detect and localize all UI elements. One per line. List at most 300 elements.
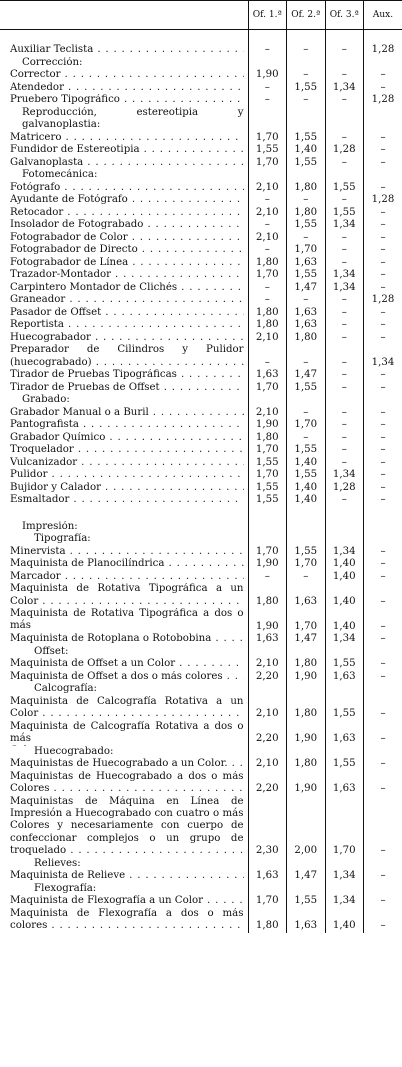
table-row [0, 132, 402, 145]
of2-value: 1,80 [287, 758, 326, 771]
of2-value: 1,70 [287, 608, 326, 633]
of2-value: 1,80 [287, 696, 326, 721]
of3-value: – [325, 344, 364, 369]
of3-value: 1,40 [325, 908, 364, 933]
section-row [0, 521, 402, 534]
table-body [0, 30, 402, 933]
empty-cell [364, 533, 402, 546]
table-row [0, 269, 402, 282]
empty-cell [287, 169, 326, 182]
of2-value: 1,40 [287, 482, 326, 495]
of3-value: – [325, 369, 364, 382]
category-label [10, 432, 244, 444]
of2-value: 1,47 [287, 870, 326, 883]
aux-value: – [364, 721, 402, 746]
category-label [10, 908, 244, 933]
of3-value: – [325, 419, 364, 432]
category-text: Pantografista . . . [10, 419, 244, 430]
of2-value: 1,63 [287, 257, 326, 270]
of3-value: – [325, 232, 364, 245]
category-cell [0, 294, 248, 307]
category-cell [0, 482, 248, 495]
of3-value: – [325, 382, 364, 395]
aux-value: – [364, 319, 402, 332]
table-row [0, 658, 402, 671]
category-text: Fotograbador de Color . . . [10, 232, 244, 243]
of1-value: 1,70 [248, 546, 287, 559]
of2-value: – [287, 344, 326, 369]
table-row [0, 94, 402, 107]
of3-value: 1,40 [325, 608, 364, 633]
table-row [0, 257, 402, 270]
of2-value: 1,55 [287, 444, 326, 457]
aux-value: – [364, 132, 402, 145]
aux-value: – [364, 307, 402, 320]
section-heading: Relieves: [34, 857, 81, 869]
of3-value: – [325, 244, 364, 257]
empty-cell [287, 394, 326, 407]
category-text: Tirador de Pruebas Tipográficas . . . [10, 369, 244, 380]
of2-value: – [287, 407, 326, 420]
of1-value: 1,70 [248, 132, 287, 145]
category-text: Ayudante de Fotógrafo . . . [10, 194, 244, 205]
spacer-cell [248, 30, 287, 45]
section-heading: Offset: [34, 645, 69, 657]
category-cell [0, 721, 248, 746]
of3-value: 1,55 [325, 696, 364, 721]
of2-value: 1,70 [287, 244, 326, 257]
of1-value: – [248, 94, 287, 107]
category-text: Matricero . . . [10, 132, 244, 143]
of1-value: – [248, 244, 287, 257]
category-label [10, 633, 244, 645]
of2-value: 1,47 [287, 282, 326, 295]
category-cell [0, 157, 248, 170]
category-text: Pasador de Offset . . . [10, 307, 244, 318]
of2-value: 1,55 [287, 382, 326, 395]
category-text: Carpintero Montador de Clichés . . . [10, 282, 244, 293]
category-label [10, 583, 244, 608]
table-row [0, 282, 402, 295]
category-cell [0, 771, 248, 796]
of1-value: 1,80 [248, 908, 287, 933]
category-cell [0, 257, 248, 270]
table-row [0, 494, 402, 507]
category-label [10, 157, 244, 169]
of2-value: 1,40 [287, 457, 326, 470]
table-row [0, 69, 402, 82]
aux-value: – [364, 232, 402, 245]
aux-value: 1,28 [364, 294, 402, 307]
of1-value: 2,20 [248, 771, 287, 796]
aux-value: – [364, 207, 402, 220]
of2-value: 1,63 [287, 583, 326, 608]
of3-value: 1,40 [325, 583, 364, 608]
category-cell [0, 419, 248, 432]
section-heading: Tipografía: [34, 533, 91, 545]
category-label [10, 307, 244, 319]
category-cell [0, 207, 248, 220]
category-cell [0, 319, 248, 332]
table-row [0, 44, 402, 57]
aux-value: – [364, 558, 402, 571]
category-cell [0, 558, 248, 571]
empty-cell [325, 521, 364, 534]
category-label [10, 257, 244, 269]
category-cell [0, 332, 248, 345]
of1-value: 1,70 [248, 895, 287, 908]
category-cell [0, 633, 248, 646]
of1-value: – [248, 294, 287, 307]
empty-cell [287, 57, 326, 70]
category-text: Grabador Químico . . . [10, 432, 244, 443]
aux-value: – [364, 269, 402, 282]
category-text: Atendedor . . . [10, 82, 244, 93]
category-cell [0, 658, 248, 671]
section-heading: Fotomecánica: [22, 169, 98, 181]
of1-value: 1,55 [248, 494, 287, 507]
of2-value: 1,55 [287, 546, 326, 559]
table-row [0, 182, 402, 195]
aux-value: – [364, 696, 402, 721]
header-of1: Of. 1.ª [248, 1, 287, 30]
of3-value: 1,34 [325, 282, 364, 295]
of3-value: – [325, 407, 364, 420]
table-row [0, 469, 402, 482]
table-row [0, 771, 402, 796]
section-label-cell [0, 858, 248, 871]
empty-cell [287, 683, 326, 696]
empty-cell [248, 683, 287, 696]
category-text: Maquinista de Rotativa Tipográfica a un Color . . . [10, 583, 244, 606]
of1-value: 2,10 [248, 658, 287, 671]
category-label [10, 332, 244, 344]
table-row [0, 721, 402, 746]
section-row [0, 646, 402, 659]
table-row [0, 671, 402, 684]
of2-value: – [287, 94, 326, 107]
category-label [10, 469, 244, 481]
of3-value: – [325, 494, 364, 507]
section-row [0, 169, 402, 182]
section-label-cell [0, 107, 248, 132]
aux-value: – [364, 282, 402, 295]
category-text: Maquinista de Calcografía Rotativa a un Color . . . [10, 696, 244, 719]
category-label [10, 219, 244, 231]
category-cell [0, 758, 248, 771]
category-label [10, 482, 244, 494]
of3-value: 1,63 [325, 771, 364, 796]
of2-value: 1,70 [287, 419, 326, 432]
table-row [0, 407, 402, 420]
empty-cell [287, 107, 326, 132]
of3-value: 1,34 [325, 82, 364, 95]
empty-cell [364, 394, 402, 407]
of1-value: 1,90 [248, 608, 287, 633]
of3-value: 1,28 [325, 144, 364, 157]
category-text: Maquinista de Calcografía Rotativa a dos o más . . . [10, 721, 244, 746]
of3-value: – [325, 132, 364, 145]
aux-value: – [364, 895, 402, 908]
category-text: Marcador . . . [10, 571, 244, 582]
of3-value: 1,63 [325, 721, 364, 746]
of3-value: – [325, 319, 364, 332]
category-cell [0, 344, 248, 369]
spacer-cell [287, 30, 326, 45]
category-label [10, 546, 244, 558]
table-row [0, 157, 402, 170]
header-of3: Of. 3.ª [325, 1, 364, 30]
category-text: Trazador-Montador . . . [10, 269, 244, 280]
of1-value: 1,70 [248, 444, 287, 457]
category-label [10, 369, 244, 381]
category-cell [0, 870, 248, 883]
table-row [0, 696, 402, 721]
of3-value: 1,55 [325, 758, 364, 771]
table-row [0, 571, 402, 584]
category-text: Fotógrafo . . . [10, 182, 244, 193]
of1-value: 1,70 [248, 382, 287, 395]
category-text: Maquinista de Offset a un Color . . . [10, 658, 244, 669]
of3-value: – [325, 294, 364, 307]
empty-cell [248, 646, 287, 659]
aux-value: – [364, 658, 402, 671]
of2-value: 1,40 [287, 144, 326, 157]
category-label [10, 44, 244, 56]
of1-value: 1,63 [248, 870, 287, 883]
category-cell [0, 432, 248, 445]
category-label [10, 407, 244, 419]
category-cell [0, 469, 248, 482]
table-row [0, 457, 402, 470]
of2-value: 1,63 [287, 319, 326, 332]
category-text: Fundidor de Estereotipia . . . [10, 144, 244, 155]
of2-value: 1,63 [287, 908, 326, 933]
of2-value: 2,00 [287, 796, 326, 858]
category-cell [0, 307, 248, 320]
spacer-cell [0, 507, 248, 521]
category-label [10, 194, 244, 206]
table-row [0, 583, 402, 608]
category-cell [0, 895, 248, 908]
spacer-row [0, 30, 402, 45]
of2-value: 1,55 [287, 469, 326, 482]
of2-value: – [287, 232, 326, 245]
of1-value: 2,10 [248, 758, 287, 771]
empty-cell [325, 646, 364, 659]
table-row [0, 232, 402, 245]
spacer-row [0, 507, 402, 521]
of1-value: 2,30 [248, 796, 287, 858]
aux-value: – [364, 244, 402, 257]
section-heading: Reproducción, estereotipia y galvanoplastia: [22, 106, 244, 131]
empty-cell [364, 521, 402, 534]
aux-value: – [364, 82, 402, 95]
header-label-cell [0, 1, 248, 30]
category-text: Grabador Manual o a Buril . . . [10, 407, 244, 418]
section-label-cell [0, 394, 248, 407]
of1-value: – [248, 44, 287, 57]
aux-value: – [364, 444, 402, 457]
of2-value: 1,63 [287, 307, 326, 320]
category-cell [0, 407, 248, 420]
section-label-cell [0, 533, 248, 546]
aux-value: 1,28 [364, 44, 402, 57]
table-row [0, 369, 402, 382]
category-cell [0, 796, 248, 858]
aux-value: 1,34 [364, 344, 402, 369]
of1-value: – [248, 344, 287, 369]
empty-cell [325, 746, 364, 759]
header-row [0, 1, 402, 30]
table-row [0, 870, 402, 883]
empty-cell [364, 683, 402, 696]
empty-cell [364, 883, 402, 896]
category-cell [0, 269, 248, 282]
category-text: Retocador . . . [10, 207, 244, 218]
table-row [0, 908, 402, 933]
category-text: Minervista . . . [10, 546, 244, 557]
of1-value: 1,55 [248, 144, 287, 157]
category-cell [0, 608, 248, 633]
table-row [0, 444, 402, 457]
table-row [0, 219, 402, 232]
section-label-cell [0, 57, 248, 70]
category-label [10, 758, 244, 770]
table-row [0, 344, 402, 369]
category-label [10, 94, 244, 106]
category-label [10, 696, 244, 721]
spacer-cell [248, 507, 287, 521]
section-row [0, 394, 402, 407]
of3-value: 1,34 [325, 895, 364, 908]
aux-value: – [364, 469, 402, 482]
category-cell [0, 144, 248, 157]
empty-cell [325, 107, 364, 132]
empty-cell [248, 858, 287, 871]
aux-value: 1,28 [364, 94, 402, 107]
of1-value: – [248, 219, 287, 232]
category-label [10, 244, 244, 256]
empty-cell [364, 858, 402, 871]
category-label [10, 558, 244, 570]
of3-value: 1,70 [325, 796, 364, 858]
empty-cell [287, 746, 326, 759]
table-row [0, 546, 402, 559]
table-row [0, 796, 402, 858]
of3-value: 1,34 [325, 269, 364, 282]
category-label [10, 444, 244, 456]
table-row [0, 319, 402, 332]
of3-value: 1,28 [325, 482, 364, 495]
of1-value: 1,80 [248, 583, 287, 608]
aux-value: – [364, 758, 402, 771]
spacer-cell [325, 30, 364, 45]
category-text: Bujidor y Calador . . . [10, 482, 244, 493]
of2-value: 1,55 [287, 269, 326, 282]
table-row [0, 432, 402, 445]
category-label [10, 269, 244, 281]
aux-value: – [364, 633, 402, 646]
category-label [10, 382, 244, 394]
table-row [0, 382, 402, 395]
category-cell [0, 244, 248, 257]
of1-value: 1,70 [248, 157, 287, 170]
of3-value: – [325, 44, 364, 57]
table-row [0, 332, 402, 345]
category-text: Maquinista de Flexografía a dos o más colores . . . [10, 908, 244, 931]
aux-value: – [364, 182, 402, 195]
aux-value: – [364, 407, 402, 420]
empty-cell [364, 646, 402, 659]
of1-value: 1,90 [248, 558, 287, 571]
category-cell [0, 494, 248, 507]
aux-value: – [364, 671, 402, 684]
category-text: Maquinista de Rotativa Tipográfica a dos o más . . . [10, 608, 244, 633]
section-row [0, 533, 402, 546]
category-cell [0, 44, 248, 57]
category-label [10, 721, 244, 746]
of2-value: – [287, 571, 326, 584]
category-label [10, 457, 244, 469]
of3-value: 1,63 [325, 671, 364, 684]
of1-value: 1,80 [248, 257, 287, 270]
category-cell [0, 282, 248, 295]
of2-value: – [287, 44, 326, 57]
of3-value: 1,40 [325, 571, 364, 584]
of2-value: – [287, 69, 326, 82]
category-cell [0, 571, 248, 584]
of1-value: – [248, 282, 287, 295]
category-text: Maquinista de Relieve . . . [10, 870, 244, 881]
of2-value: 1,90 [287, 721, 326, 746]
category-text: Maquinista de Rotoplana o Rotobobina . . . [10, 633, 244, 644]
category-label [10, 796, 244, 858]
table-row [0, 419, 402, 432]
empty-cell [287, 883, 326, 896]
table-row [0, 244, 402, 257]
table-row [0, 482, 402, 495]
category-text: Fotograbador de Línea . . . [10, 257, 244, 268]
section-label-cell [0, 521, 248, 534]
of1-value: 1,70 [248, 469, 287, 482]
category-label [10, 207, 244, 219]
category-cell [0, 369, 248, 382]
aux-value: 1,28 [364, 194, 402, 207]
category-label [10, 895, 244, 907]
category-label [10, 571, 244, 583]
section-row [0, 683, 402, 696]
of1-value: 1,90 [248, 69, 287, 82]
category-label [10, 144, 244, 156]
empty-cell [248, 521, 287, 534]
of3-value: – [325, 457, 364, 470]
empty-cell [248, 57, 287, 70]
of1-value: – [248, 194, 287, 207]
aux-value: – [364, 382, 402, 395]
empty-cell [325, 57, 364, 70]
of3-value: – [325, 307, 364, 320]
of1-value: – [248, 571, 287, 584]
category-cell [0, 696, 248, 721]
of1-value: 2,10 [248, 207, 287, 220]
aux-value: – [364, 432, 402, 445]
category-text: Preparador de Cilindros y Pulidor (huecograbado) . . . [10, 344, 244, 367]
header-aux: Aux. [364, 1, 402, 30]
empty-cell [364, 107, 402, 132]
of1-value: 2,10 [248, 182, 287, 195]
table-row [0, 294, 402, 307]
